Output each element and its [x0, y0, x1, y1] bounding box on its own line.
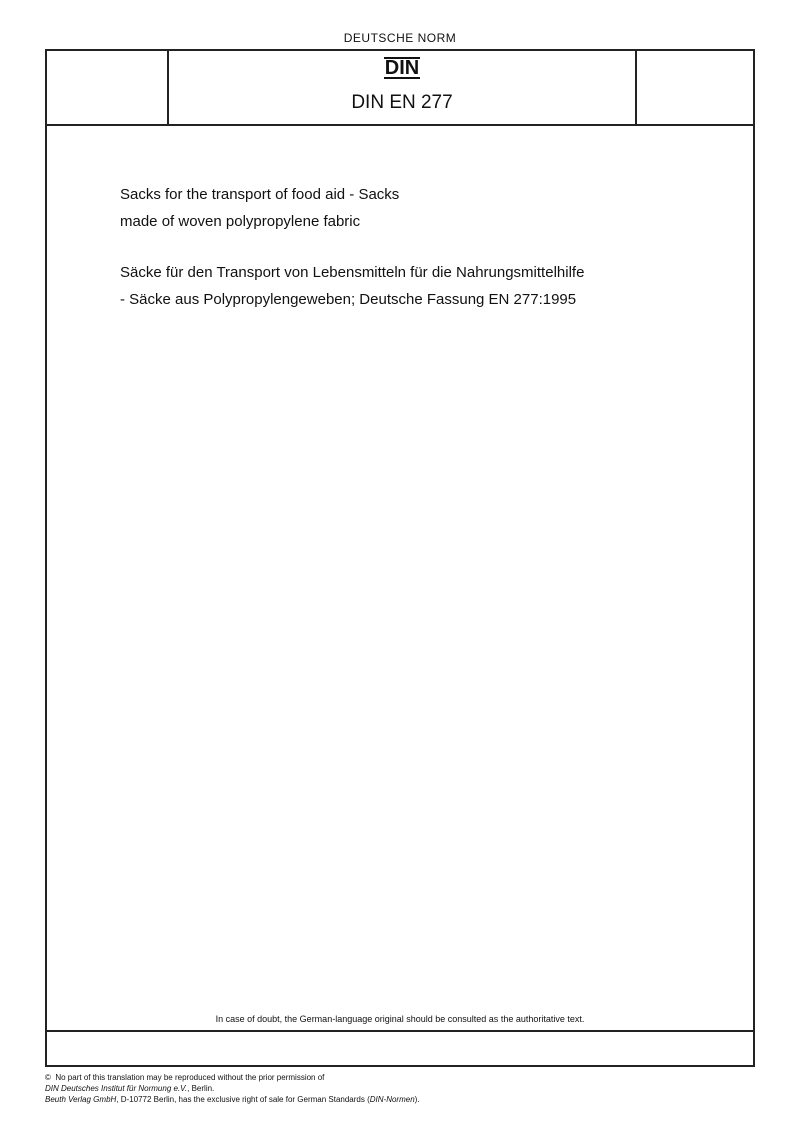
- header-row: [47, 51, 753, 126]
- english-title-line: Sacks for the transport of food aid - Sacks: [120, 186, 400, 203]
- document-number: DIN EN 277: [351, 92, 453, 113]
- copyright-footer: [45, 1072, 745, 1105]
- page-frame: [45, 49, 755, 1067]
- footer-row: [47, 1030, 753, 1065]
- footer-line-1: © No part of this translation may be reproduced without the prior permission of: [45, 1073, 325, 1082]
- header-cell-left: [47, 51, 169, 124]
- footer-line-3: Beuth Verlag GmbH, D-10772 Berlin, has the exclusive right of sale for German Standards (DIN-Normen).: [45, 1095, 420, 1104]
- header-cell-right: [635, 51, 753, 124]
- din-logo: DIN: [384, 57, 420, 79]
- german-title: [120, 259, 720, 313]
- standard-type-label: DEUTSCHE NORM: [343, 31, 457, 45]
- copyright-symbol: ©: [45, 1073, 51, 1082]
- header-cell-center: [169, 51, 635, 124]
- footer-line-2: DIN Deutsches Institut für Normung e.V., Berlin.: [45, 1084, 215, 1093]
- english-title: [120, 181, 680, 235]
- german-title-line: Säcke für den Transport von Lebensmitteln für die Nahrungsmittelhilfe: [120, 264, 585, 281]
- authoritative-text-notice: In case of doubt, the German-language original should be consulted as the authoritative text.: [215, 1014, 585, 1024]
- german-title-line: - Säcke aus Polypropylengeweben; Deutsche Fassung EN 277:1995: [120, 291, 577, 308]
- english-title-line: made of woven polypropylene fabric: [120, 213, 361, 230]
